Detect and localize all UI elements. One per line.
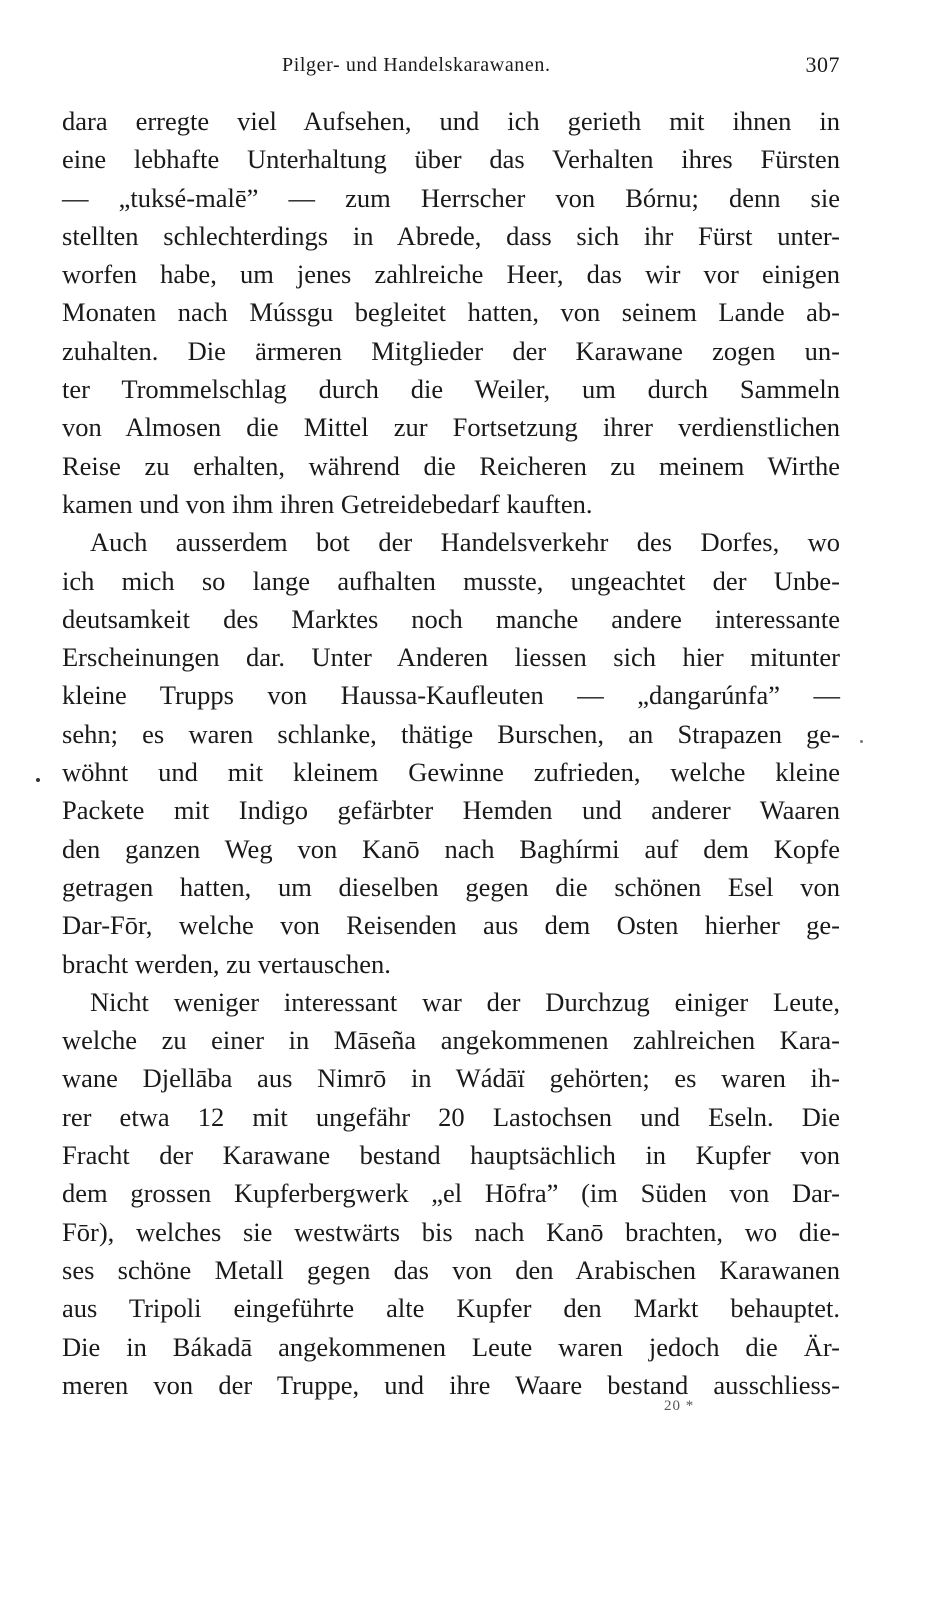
text-line: worfen habe, um jenes zahlreiche Heer, das wir vor einigen xyxy=(62,259,840,290)
text-line: Monaten nach Mússgu begleitet hatten, von seinem Lande ab- xyxy=(62,297,840,328)
text-line: eine lebhafte Unterhaltung über das Verhalten ihres Fürsten xyxy=(62,144,840,175)
text-line: — „tuksé-malē” — zum Herrscher von Bórnu; denn sie xyxy=(62,182,840,213)
signature-mark: 20 * xyxy=(664,1398,695,1414)
text-line: getragen hatten, um dieselben gegen die schönen Esel von xyxy=(62,871,840,902)
text-line: Fōr), welches sie westwärts bis nach Kanō brachten, wo die- xyxy=(62,1216,840,1247)
text-line: Fracht der Karawane bestand hauptsächlich in Kupfer von xyxy=(62,1140,840,1171)
running-title: Pilger- und Handelskarawanen. xyxy=(282,54,551,76)
text-line: ses schöne Metall gegen das von den Arabischen Karawanen xyxy=(62,1254,840,1285)
text-line: von Almosen die Mittel zur Fortsetzung ihrer verdienstlichen xyxy=(62,412,840,443)
running-head xyxy=(62,54,840,84)
text-line: sehn; es waren schlanke, thätige Burschen, an Strapazen ge- xyxy=(62,718,840,749)
text-line: Nicht weniger interessant war der Durchzug einiger Leute, xyxy=(90,986,840,1017)
text-line: bracht werden, zu vertauschen. xyxy=(62,948,391,979)
text-line: welche zu einer in Māseña angekommenen zahlreichen Kara- xyxy=(62,1025,840,1056)
page-number: 307 xyxy=(805,52,840,77)
text-line: deutsamkeit des Marktes noch manche andere interessante xyxy=(62,603,840,634)
text-line: ich mich so lange aufhalten musste, ungeachtet der Unbe- xyxy=(62,565,840,596)
text-line: wane Djellāba aus Nimrō in Wádāï gehörten; es waren ih- xyxy=(62,1063,840,1094)
body-text xyxy=(62,102,840,1404)
text-line: aus Tripoli eingeführte alte Kupfer den Markt behauptet. xyxy=(62,1293,840,1324)
text-line: meren von der Truppe, und ihre Waare bestand ausschliess- xyxy=(62,1369,840,1400)
text-line: ter Trommelschlag durch die Weiler, um durch Sammeln xyxy=(62,374,840,405)
text-line: rer etwa 12 mit ungefähr 20 Lastochsen und Eseln. Die xyxy=(62,1101,840,1132)
text-line: Die in Bákadā angekommenen Leute waren jedoch die Är- xyxy=(62,1331,840,1362)
text-line: Packete mit Indigo gefärbter Hemden und anderer Waaren xyxy=(62,795,840,826)
text-line: den ganzen Weg von Kanō nach Baghírmi auf dem Kopfe xyxy=(62,833,840,864)
text-line: dem grossen Kupferbergwerk „el Hōfra” (im Süden von Dar- xyxy=(62,1178,840,1209)
text-line: Erscheinungen dar. Unter Anderen liessen sich hier mitunter xyxy=(62,642,840,673)
text-line: Reise zu erhalten, während die Reicheren zu meinem Wirthe xyxy=(62,450,840,481)
margin-speck xyxy=(36,778,40,782)
text-line: zuhalten. Die ärmeren Mitglieder der Karawane zogen un- xyxy=(62,335,840,366)
text-line: wöhnt und mit kleinem Gewinne zufrieden, welche kleine xyxy=(62,757,840,788)
text-line: stellten schlechterdings in Abrede, dass sich ihr Fürst unter- xyxy=(62,220,840,251)
margin-speck xyxy=(860,740,863,743)
text-line: kleine Trupps von Haussa-Kaufleuten — „dangarúnfa” — xyxy=(62,680,840,711)
text-line: Dar-Fōr, welche von Reisenden aus dem Osten hierher ge- xyxy=(62,910,840,941)
text-line: kamen und von ihm ihren Getreidebedarf kauften. xyxy=(62,488,593,519)
text-line: Auch ausserdem bot der Handelsverkehr des Dorfes, wo xyxy=(90,527,840,558)
text-line: dara erregte viel Aufsehen, und ich gerieth mit ihnen in xyxy=(62,106,840,136)
